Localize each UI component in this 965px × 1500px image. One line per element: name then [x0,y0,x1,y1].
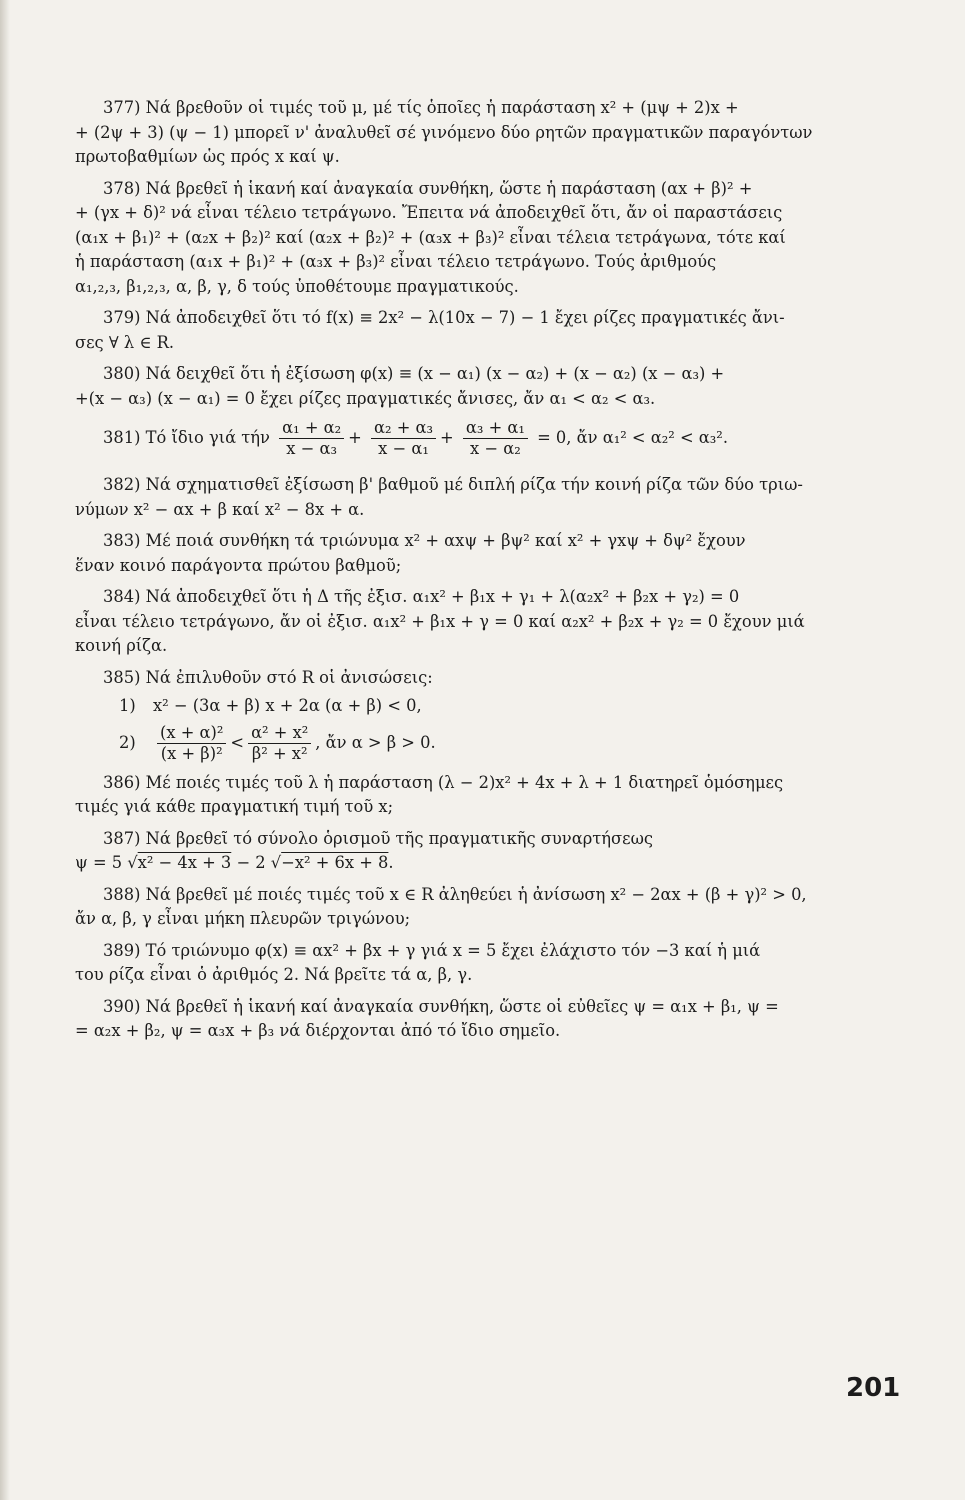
item-label: 2) [119,732,136,752]
problem-390 [75,995,893,1044]
fraction-denominator: x − α₁ [378,439,429,458]
fraction-denominator: x − α₂ [470,439,521,458]
problem-text-line: 386) Μέ ποιές τιμές τοῦ λ ἡ παράσταση (λ − 2)x² + 4x + λ + 1 διατηρεῖ ὁμόσημες [103,772,784,792]
problem-text-line: 383) Μέ ποιά συνθήκη τά τριώνυμα x² + αxψ + βψ² καί x² + γxψ + δψ² ἔχουν [103,531,746,550]
problem-384 [75,585,893,659]
problem-389 [75,939,893,988]
problem-text-line: 387) Νά βρεθεῖ τό σύνολο ὁρισμοῦ τῆς πραγματικῆς συναρτήσεως [103,828,653,848]
problem-382 [75,473,893,522]
problem-380 [75,362,893,411]
function-definition [75,851,893,876]
fraction-numerator: α₁ + α₂ [279,418,344,439]
problem-text-line: εἶναι τέλειο τετράγωνο, ἄν οἱ ἐξισ. α₁x² + β₁x + γ = 0 καί α₂x² + β₂x + γ₂ = 0 ἔχουν μιά [75,611,805,631]
fraction-denominator: β² + x² [251,743,308,763]
problem-text-line: ἡ παράσταση (α₁x + β₁)² + (α₃x + β₃)² εἶναι τέλειο τετράγωνο. Τούς ἀριθμούς [75,252,717,271]
problem-text-line: +(x − α₃) (x − α₁) = 0 ἔχει ρίζες πραγματικές ἄνισες, ἄν α₁ < α₂ < α₃. [75,388,656,408]
problem-383 [75,529,893,578]
problem-text-line: κοινή ρίζα. [75,636,168,655]
fraction [248,723,311,764]
problem-text-line: 379) Νά ἀποδειχθεῖ ὅτι τό f(x) ≡ 2x² − λ(10x − 7) − 1 ἔχει ρίζες πραγματικές ἄνι- [103,308,785,327]
problem-list [75,96,893,1051]
item-label: 1) [119,696,136,715]
problem-text-line: 380) Νά δειχθεῖ ὅτι ἡ ἐξίσωση φ(x) ≡ (x − α₁) (x − α₂) + (x − α₂) (x − α₃) + [103,364,725,383]
fraction-denominator: (x + β)² [160,743,223,763]
fraction-numerator: α₂ + α₃ [371,418,436,439]
problem-381-prefix: 381) Τό ἴδιο γιά τήν [103,428,270,447]
fraction [463,418,528,459]
page-number: 201 [846,1373,901,1403]
fraction [371,418,436,459]
fraction-numerator: α² + x² [248,723,311,744]
problem-text-line: + (γx + δ)² νά εἶναι τέλειο τετράγωνο. Ἔπειτα νά ἀποδειχθεῖ ὅτι, ἄν οἱ παραστάσεις [75,203,783,222]
fraction-numerator: α₃ + α₁ [463,418,528,439]
problem-text-line: του ρίζα εἶναι ὁ ἀριθμός 2. Νά βρεῖτε τά α, β, γ. [75,965,473,984]
problem-text-line: 388) Νά βρεθεῖ μέ ποιές τιμές τοῦ x ∈ R ἀληθεύει ἡ ἀνίσωση x² − 2αx + (β + γ)² > 0, [103,884,807,904]
inequality-item-2 [119,723,893,764]
problem-text-line: νύμων x² − αx + β καί x² − 8x + α. [75,499,365,519]
fraction [279,418,344,459]
problem-text-line: ἄν α, β, γ εἶναι μήκη πλευρῶν τριγώνου; [75,909,411,928]
problem-text-line: + (2ψ + 3) (ψ − 1) μπορεῖ ν' ἀναλυθεῖ σέ γινόμενο δύο ρητῶν πραγματικῶν παραγόντων [75,122,813,142]
function-mid: − 2 √ [231,853,282,872]
problem-text-line: 390) Νά βρεθεῖ ἡ ἱκανή καί ἀναγκαία συνθήκη, ὥστε οἱ εὐθεῖες ψ = α₁x + β₁, ψ = [103,996,779,1016]
problem-text-line: 377) Νά βρεθοῦν οἱ τιμές τοῦ μ, μέ τίς ὁποῖες ἡ παράσταση x² + (μψ + 2)x + [103,98,739,117]
problem-text-line: σες ∀ λ ∈ R. [75,332,174,352]
problem-text-line: 384) Νά ἀποδειχθεῖ ὅτι ἡ Δ τῆς ἐξισ. α₁x² + β₁x + γ₁ + λ(α₂x² + β₂x + γ₂) = 0 [103,587,740,606]
problem-text-line: = α₂x + β₂, ψ = α₃x + β₃ νά διέρχονται ἀπό τό ἴδιο σημεῖο. [75,1021,561,1040]
problem-text-line: τιμές γιά κάθε πραγματική τιμή τοῦ x; [75,797,394,816]
fraction [157,723,226,764]
problem-385 [75,666,893,764]
item-tail: , ἄν α > β > 0. [315,732,436,752]
fraction-denominator: x − α₃ [286,439,337,458]
function-prefix: ψ = 5 √ [75,853,138,872]
fraction-numerator: (x + α)² [157,723,226,744]
problem-379 [75,306,893,355]
problem-386 [75,771,893,820]
problem-text-line: 378) Νά βρεθεῖ ἡ ἱκανή καί ἀναγκαία συνθήκη, ὥστε ἡ παράσταση (αx + β)² + [103,178,753,198]
relation-sign: < [230,732,245,752]
radicand: x² − 4x + 3 [137,853,232,872]
problem-387 [75,827,893,876]
inequality-item-1 [119,694,893,719]
problem-text-line: ἕναν κοινό παράγοντα πρώτου βαθμοῦ; [75,555,402,575]
problem-377 [75,96,893,170]
problem-378 [75,177,893,300]
problem-381-suffix: = 0, ἄν α₁² < α₂² < α₃². [537,428,729,447]
problem-388 [75,883,893,932]
problem-text-line: 385) Νά ἐπιλυθοῦν στό R οἱ ἀνισώσεις: [103,667,433,687]
function-end: . [388,853,394,872]
problem-text-line: 389) Τό τριώνυμο φ(x) ≡ αx² + βx + γ γιά x = 5 ἔχει ἐλάχιστο τόν −3 καί ἡ μιά [103,940,761,960]
problem-text-line: α₁,₂,₃, β₁,₂,₃, α, β, γ, δ τούς ὑποθέτουμε πραγματικούς. [75,276,519,296]
problem-text-line: πρωτοβαθμίων ὡς πρός x καί ψ. [75,147,340,166]
problem-text-line: (α₁x + β₁)² + (α₂x + β₂)² καί (α₂x + β₂)² + (α₃x + β₃)² εἶναι τέλεια τετράγωνα, τότε καί [75,227,786,247]
item-text: x² − (3α + β) x + 2α (α + β) < 0, [153,696,422,715]
problem-text-line: 382) Νά σχηματισθεῖ ἐξίσωση β' βαθμοῦ μέ διπλή ρίζα τήν κοινή ρίζα τῶν δύο τριω- [103,475,803,494]
problem-381: 381) Τό ἴδιο γιά τήν $\frac{\text{α₁ + α₂}}{\text{x − α₃}}$ + $\frac{\text{α₂ + α₃}}{\text{x − α₁}}$ + $\frac{\text{α₃ + α₁}}{\text{x − α₂}}$ = 0, ἄν α₁² < α₂² < α₃². [75,418,893,459]
radicand: −x² + 6x + 8 [281,853,389,872]
page-edge-shadow [0,0,10,1500]
